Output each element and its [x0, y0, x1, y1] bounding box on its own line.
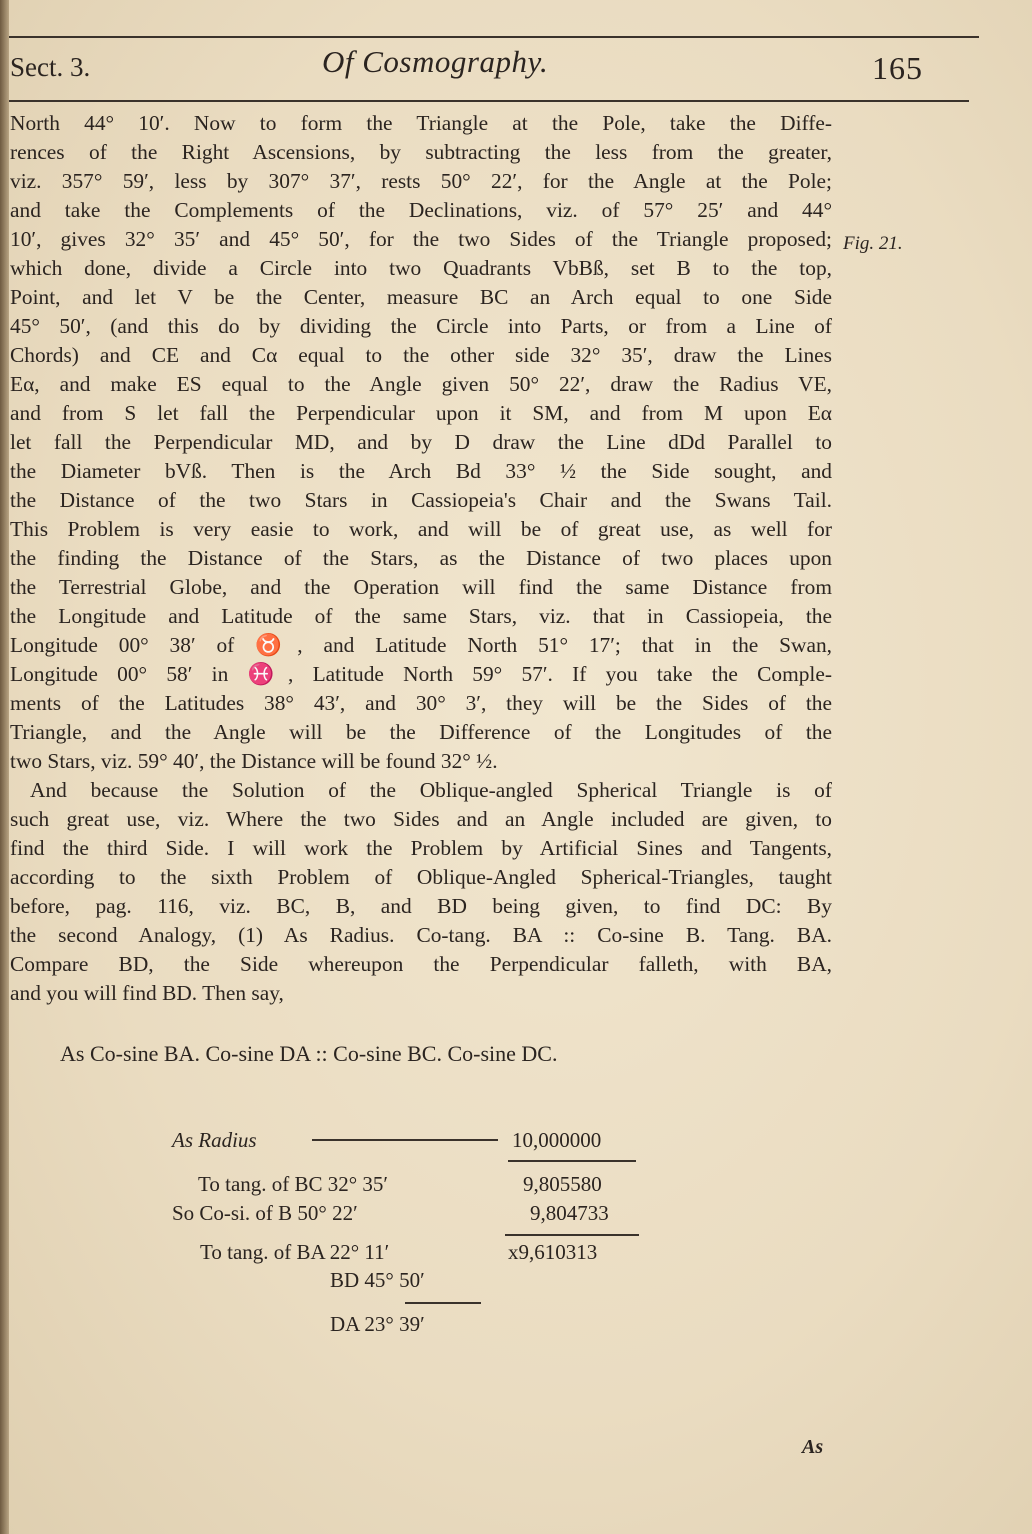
text-line: let fall the Perpendicular MD, and by D draw the Line dDd Parallel to [10, 430, 832, 454]
text-line: 10′, gives 32° 35′ and 45° 50′, for the two Sides of the Triangle proposed; [10, 227, 832, 251]
text-line: Longitude 00° 58′ in ♓, Latitude North 59° 57′. If you take the Comple- [10, 662, 832, 686]
calc-row-tang-ba-value: x9,610313 [508, 1240, 598, 1264]
text-line: the Terrestrial Globe, and the Operation will find the same Distance from [10, 575, 832, 599]
text-line: This Problem is very easie to work, and will be of great use, as well for [10, 517, 832, 541]
page-gutter [0, 0, 9, 1534]
analogy-formula: As Co-sine BA. Co-sine DA :: Co-sine BC. Co-sine DC. [60, 1041, 558, 1066]
text-line: Triangle, and the Angle will be the Difference of the Longitudes of the [10, 720, 832, 744]
text-line: before, pag. 116, viz. BC, B, and BD being given, to find DC: By [10, 894, 832, 918]
text-line: North 44° 10′. Now to form the Triangle at the Pole, take the Diffe- [10, 111, 832, 135]
text-line: according to the sixth Problem of Oblique-Angled Spherical-Triangles, taught [10, 865, 832, 889]
text-line: 45° 50′, (and this do by dividing the Circle into Parts, or from a Line of [10, 314, 832, 338]
body-text [10, 109, 832, 1008]
calc-row-cosi-b-value: 9,804733 [530, 1201, 609, 1225]
text-line: the Diameter bVß. Then is the Arch Bd 33° ½ the Side sought, and [10, 459, 832, 483]
calc-rule [508, 1160, 636, 1162]
text-line: Longitude 00° 38′ of ♉, and Latitude North 51° 17′; that in the Swan, [10, 633, 832, 657]
text-line: two Stars, viz. 59° 40′, the Distance will be found 32° ½. [10, 749, 498, 773]
text-line: and take the Complements of the Declinations, viz. of 57° 25′ and 44° [10, 198, 832, 222]
top-rule [9, 36, 979, 38]
calc-row-da: DA 23° 39′ [330, 1312, 425, 1336]
text-line: which done, divide a Circle into two Quadrants VbBß, set B to the top, [10, 256, 832, 280]
calc-row-tang-bc: To tang. of BC 32° 35′ [198, 1172, 389, 1196]
calc-row-cosi-b: So Co-si. of B 50° 22′ [172, 1201, 358, 1225]
calc-row-tang-ba: To tang. of BA 22° 11′ [200, 1240, 390, 1264]
calc-radius-value: 10,000000 [512, 1128, 602, 1152]
text-line: the finding the Distance of the Stars, as the Distance of two places upon [10, 546, 832, 570]
text-line: find the third Side. I will work the Problem by Artificial Sines and Tangents, [10, 836, 832, 860]
section-label: Sect. 3. [10, 52, 91, 82]
text-line: rences of the Right Ascensions, by subtracting the less from the greater, [10, 140, 832, 164]
calc-row-bd: BD 45° 50′ [330, 1268, 425, 1292]
text-line: the Longitude and Latitude of the same Stars, viz. that in Cassiopeia, the [10, 604, 832, 628]
text-line: ments of the Latitudes 38° 43′, and 30° 3′, they will be the Sides of the [10, 691, 832, 715]
text-line: viz. 357° 59′, less by 307° 37′, rests 50° 22′, for the Angle at the Pole; [10, 169, 832, 193]
text-line: such great use, viz. Where the two Sides and an Angle included are given, to [10, 807, 832, 831]
text-line: and from S let fall the Perpendicular upon it SM, and from M upon Eα [10, 401, 832, 425]
text-line: the Distance of the two Stars in Cassiopeia's Chair and the Swans Tail. [10, 488, 832, 512]
running-title: Of Cosmography. [322, 44, 549, 79]
calc-dash-line [312, 1139, 498, 1141]
text-line: and you will find BD. Then say, [10, 981, 284, 1005]
text-line: Chords) and CE and Cα equal to the other side 32° 35′, draw the Lines [10, 343, 832, 367]
catchword: As [802, 1436, 824, 1458]
calc-rule [405, 1302, 481, 1304]
page-number: 165 [872, 50, 923, 86]
text-line: Eα, and make ES equal to the Angle given 50° 22′, draw the Radius VE, [10, 372, 832, 396]
header-rule [9, 100, 969, 102]
text-line: the second Analogy, (1) As Radius. Co-tang. BA :: Co-sine B. Tang. BA. [10, 923, 832, 947]
calc-row-tang-bc-value: 9,805580 [523, 1172, 602, 1196]
text-line: Point, and let V be the Center, measure BC an Arch equal to one Side [10, 285, 832, 309]
figure-reference: Fig. 21. [843, 233, 903, 254]
text-line: And because the Solution of the Oblique-angled Spherical Triangle is of [30, 778, 832, 802]
calc-radius-label: As Radius [172, 1128, 257, 1152]
calc-rule [505, 1234, 639, 1236]
text-line: Compare BD, the Side whereupon the Perpendicular falleth, with BA, [10, 952, 832, 976]
